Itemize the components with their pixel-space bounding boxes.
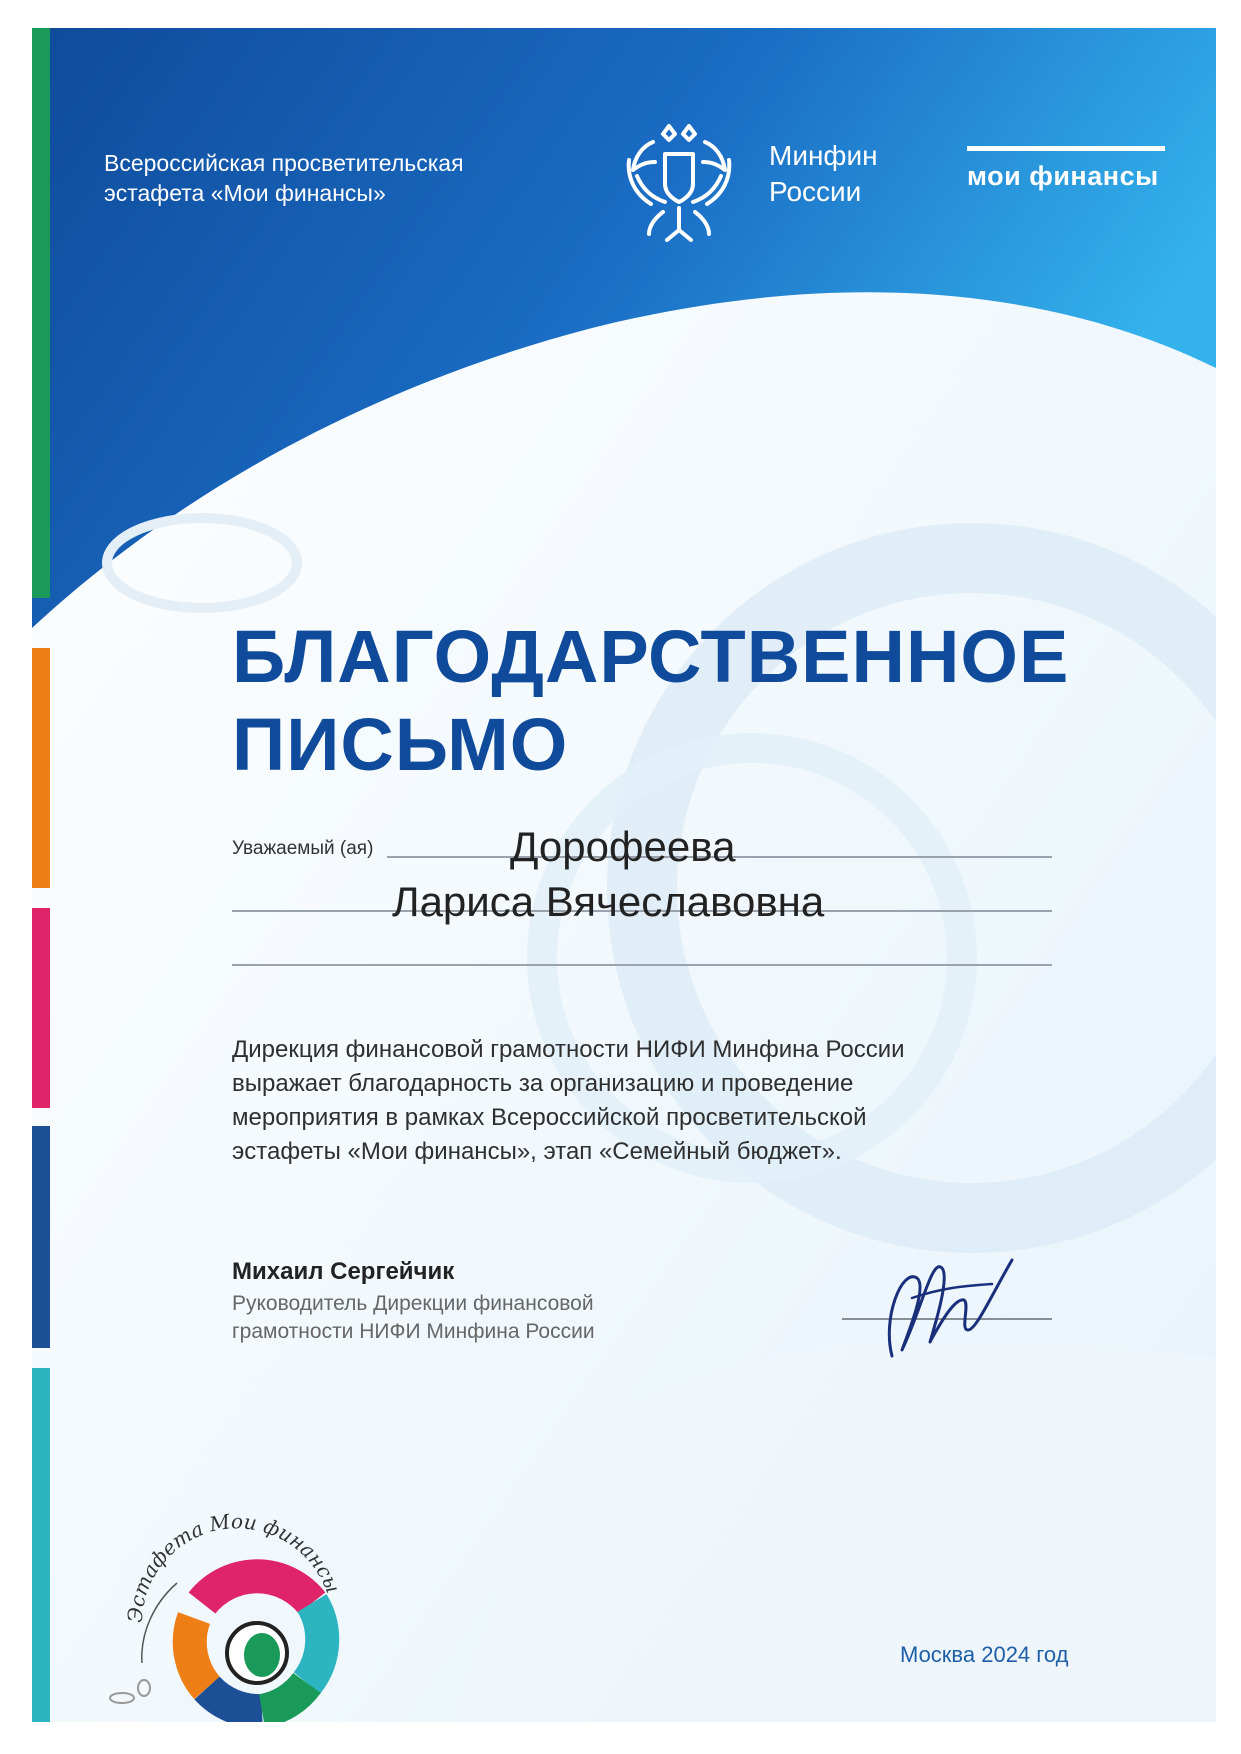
background-graphics [32,28,1216,1722]
letter-body-line4: эстафеты «Мои финансы», этап «Семейный бюджет». [232,1138,842,1165]
double-headed-eagle-icon [619,120,739,252]
brand-logo [967,146,1167,192]
place-and-year: Москва 2024 год [900,1642,1069,1667]
letter-body-line2: выражает благодарность за организацию и проведение [232,1070,854,1097]
letter-body-line1: Дирекция финансовой грамотности НИФИ Минфина России [232,1036,905,1063]
recipient-given-names: Лариса Вячеславовна [392,878,825,925]
recipient-line-3 [232,964,1052,966]
recipient-surname: Дорофеева [510,823,736,870]
relay-logo-text: Эстафета Мои финансы [122,1509,346,1624]
relay-title [104,148,524,208]
signer-role [232,1290,595,1346]
ministry-line2: России [769,176,862,207]
handwritten-signature [872,1238,1032,1368]
document-title-line1: БЛАГОДАРСТВЕННОЕ [232,615,1070,698]
greeting-label: Уважаемый (ая) [232,838,374,859]
brand-name: мои финансы [967,161,1159,191]
relay-title-line1: Всероссийская просветительская [104,150,464,176]
signer-role-line1: Руководитель Дирекции финансовой [232,1292,594,1315]
signer-role-line2: грамотности НИФИ Минфина России [232,1320,595,1343]
signer-name: Михаил Сергейчик [232,1258,455,1285]
brand-underline [967,146,1165,151]
ministry-line1: Минфин [769,140,878,171]
ministry-logo-text [769,138,878,210]
document-title-line2: ПИСЬМО [232,703,569,786]
letter-body-line3: мероприятия в рамках Всероссийской просветительской [232,1104,867,1131]
certificate-page [32,28,1216,1722]
relay-title-line2: эстафета «Мои финансы» [104,180,386,206]
letter-body [232,1033,1112,1169]
relay-logo [82,1483,372,1722]
document-title [232,613,1069,789]
